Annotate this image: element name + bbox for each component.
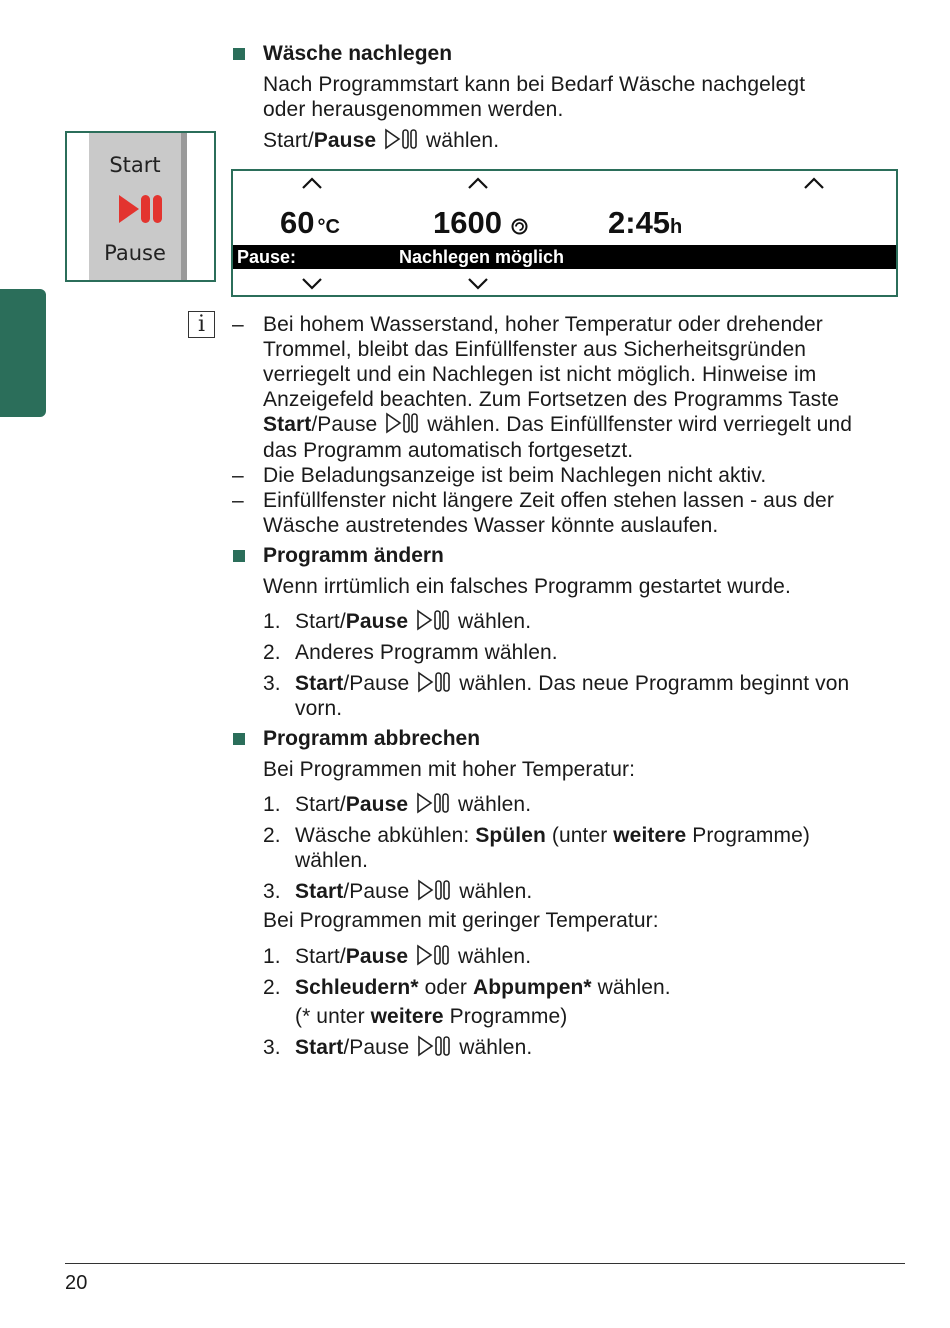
text: wählen. [459, 880, 533, 903]
text: Programme) [443, 1005, 568, 1028]
page-number: 20 [65, 1272, 88, 1294]
button-label-pause: Pause [104, 241, 166, 265]
text: /Pause [343, 1036, 410, 1059]
text-bold: Start [295, 880, 344, 903]
start-pause-icon [417, 879, 451, 901]
text: /Pause [311, 413, 378, 436]
note-text: Trommel, bleibt das Einfüllfenster aus Sicherheitsgründen [263, 338, 807, 361]
note-text: das Programm automatisch fortgesetzt. [263, 439, 634, 462]
note-text [263, 412, 852, 437]
step-number: 1. [263, 610, 281, 633]
text: wählen. [459, 1036, 533, 1059]
text: Start/ [263, 129, 314, 152]
step-text [295, 879, 532, 904]
text: Start/ [295, 610, 346, 633]
text: Wäsche abkühlen: [295, 824, 476, 847]
start-pause-icon [416, 609, 450, 631]
text-bold: Start [295, 672, 344, 695]
spin-icon [511, 218, 528, 235]
step-number: 2. [263, 641, 281, 664]
start-pause-icon [384, 128, 418, 150]
temperature-value: 60 [280, 205, 315, 240]
list-dash: – [232, 313, 244, 336]
step-text [295, 1035, 532, 1060]
step-text [295, 823, 810, 848]
step-text [295, 792, 531, 817]
text-bold: weitere [370, 1005, 444, 1028]
button-label-start: Start [109, 153, 161, 177]
text: wählen. [458, 610, 532, 633]
start-pause-button-illustration [65, 131, 216, 282]
text: wählen. Das Einfüllfenster wird verriegelt und [427, 413, 853, 436]
paragraph: Nach Programmstart kann bei Bedarf Wäsche nachgelegt [263, 73, 806, 96]
instruction-line [263, 128, 499, 153]
text: wählen. [591, 976, 671, 999]
text-bold: Schleudern* [295, 976, 419, 999]
list-dash: – [232, 489, 244, 512]
step-text [295, 975, 671, 1000]
paragraph: Wenn irrtümlich ein falsches Programm gestartet wurde. [263, 575, 791, 598]
step-number: 1. [263, 945, 281, 968]
text: wählen. [426, 129, 500, 152]
step-number: 3. [263, 880, 281, 903]
button-face [89, 133, 187, 280]
time-value: 2:45 [608, 205, 671, 240]
status-label: Pause: [237, 247, 297, 267]
step-number: 1. [263, 793, 281, 816]
temperature-readout [280, 205, 340, 241]
text-bold: weitere [613, 824, 687, 847]
footer-rule [65, 1263, 905, 1264]
note-text: Bei hohem Wasserstand, hoher Temperatur oder drehender [263, 313, 823, 336]
note-text: Einfüllfenster nicht längere Zeit offen stehen lassen - aus der [263, 489, 834, 512]
step-number: 3. [263, 672, 281, 695]
text: Start/ [295, 793, 346, 816]
start-pause-icon [417, 1035, 451, 1057]
section-heading-programm-abbrechen: Programm abbrechen [263, 727, 481, 750]
text-bold: Pause [345, 610, 409, 633]
text: wählen. [458, 945, 532, 968]
note-text: Anzeigefeld beachten. Zum Fortsetzen des Programms Taste [263, 388, 839, 411]
section-heading-waesche-nachlegen: Wäsche nachlegen [263, 42, 453, 65]
text-bold: Start [295, 1036, 344, 1059]
text-bold: Spülen [475, 824, 546, 847]
section-heading-programm-aendern: Programm ändern [263, 544, 444, 567]
note-text: Wäsche austretendes Wasser könnte auslaufen. [263, 514, 719, 537]
text: (unter [545, 824, 614, 847]
text: Start/ [295, 945, 346, 968]
time-unit: h [670, 216, 683, 238]
spin-value: 1600 [433, 205, 502, 240]
spin-readout [433, 205, 528, 241]
text: /Pause [343, 672, 410, 695]
start-pause-icon [385, 412, 419, 434]
display-panel [231, 169, 898, 297]
text: wählen. [458, 793, 532, 816]
status-text: Nachlegen möglich [399, 247, 565, 267]
chevron-up-icon [467, 176, 489, 190]
text: wählen. Das neue Programm beginnt von [459, 672, 850, 695]
time-readout [608, 205, 682, 241]
section-bullet [233, 550, 245, 562]
section-bullet [233, 48, 245, 60]
start-pause-icon [417, 671, 451, 693]
text-bold: Pause [313, 129, 377, 152]
step-text: vorn. [295, 697, 343, 720]
chevron-down-icon [301, 276, 323, 290]
text: /Pause [343, 880, 410, 903]
play-pause-red-icon [117, 193, 165, 225]
text-bold: Pause [345, 945, 409, 968]
section-bullet [233, 733, 245, 745]
start-pause-icon [416, 792, 450, 814]
note-text: Die Beladungsanzeige ist beim Nachlegen nicht aktiv. [263, 464, 767, 487]
paragraph: Bei Programmen mit hoher Temperatur: [263, 758, 636, 781]
text: Programme) [686, 824, 810, 847]
text: (* unter [295, 1005, 371, 1028]
step-text [295, 671, 849, 696]
chevron-up-icon [301, 176, 323, 190]
step-text: wählen. [295, 849, 369, 872]
step-text [295, 944, 531, 969]
temperature-unit: °C [317, 216, 340, 238]
info-icon: i [188, 311, 215, 338]
text-bold: Pause [345, 793, 409, 816]
start-pause-icon [416, 944, 450, 966]
step-number: 2. [263, 824, 281, 847]
step-number: 2. [263, 976, 281, 999]
list-dash: – [232, 464, 244, 487]
note-text: verriegelt und ein Nachlegen ist nicht möglich. Hinweise im [263, 363, 817, 386]
paragraph: Bei Programmen mit geringer Temperatur: [263, 909, 659, 932]
step-text [295, 1004, 567, 1029]
step-text: Anderes Programm wählen. [295, 641, 558, 664]
text-bold: Start [263, 413, 312, 436]
text-bold: Abpumpen* [472, 976, 592, 999]
step-text [295, 609, 531, 634]
text: oder [418, 976, 473, 999]
chapter-tab [0, 289, 46, 417]
step-number: 3. [263, 1036, 281, 1059]
paragraph: oder herausgenommen werden. [263, 98, 564, 121]
status-bar [233, 245, 896, 269]
chevron-up-icon [803, 176, 825, 190]
chevron-down-icon [467, 276, 489, 290]
